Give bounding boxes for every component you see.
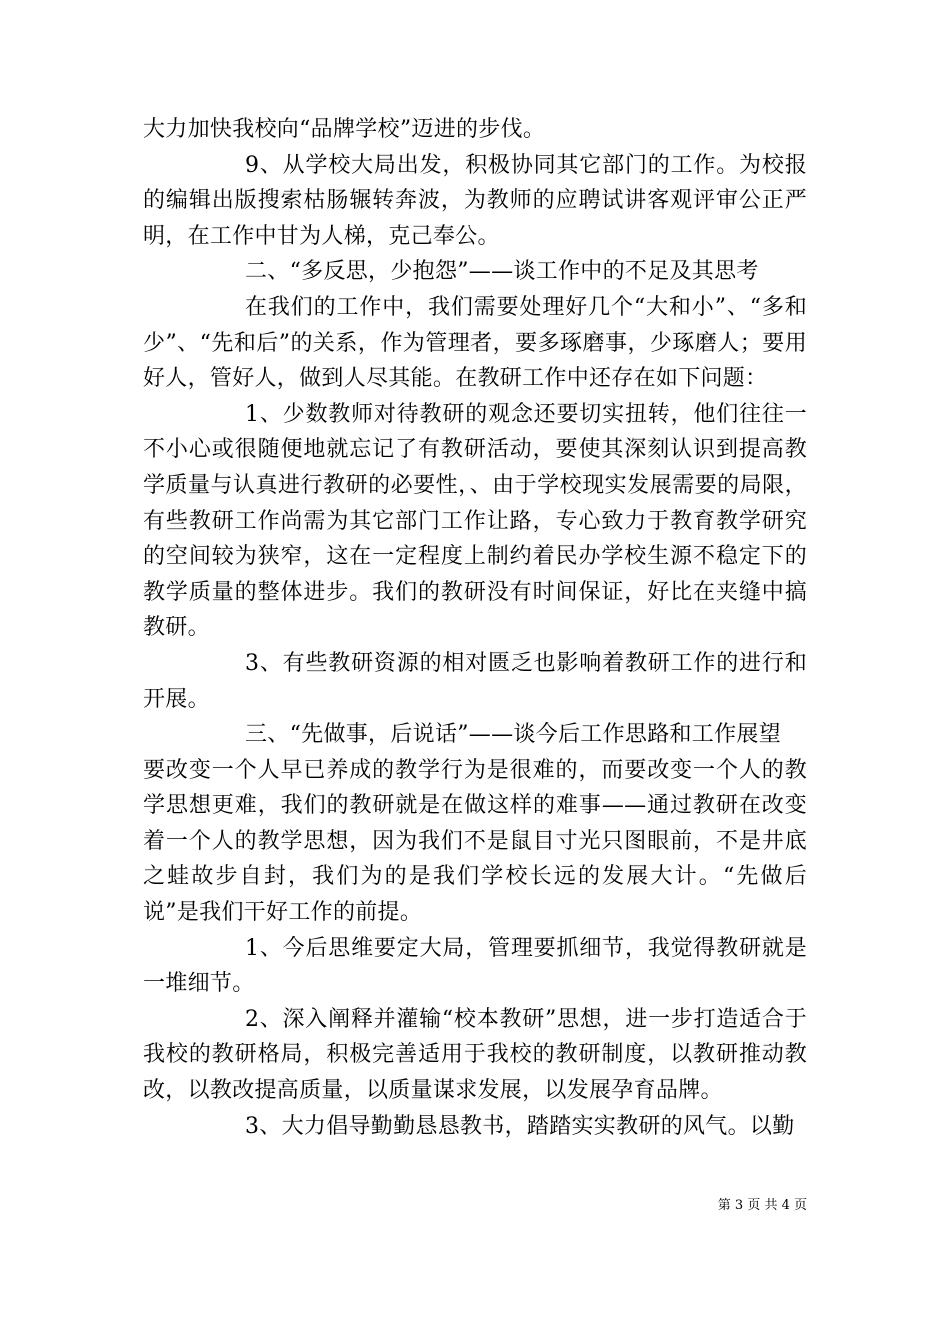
paragraph-4: 1、少数教师对待教研的观念还要切实扭转，他们往往一不小心或很随便地就忘记了有教研活动，要使其深刻认识到提高教学质量与认真进行教研的必要性，、由于学校现实发展需要的局限，有些教研工作尚需为其它部门工作让路，专心致力于教育教学研究的空间较为狭窄，这在一定程度上制约着民办学校生源不稳定下的教学质量的整体进步。我们的教研没有时间保证，好比在夹缝中搞教研。 xyxy=(143,401,807,641)
paragraph-3: 在我们的工作中，我们需要处理好几个“大和小”、“多和少”、“先和后”的关系，作为管理者，要多琢磨事，少琢磨人；要用好人，管好人，做到人尽其能。在教研工作中还存在如下问题： xyxy=(143,294,807,392)
paragraph-6: 要改变一个人早已养成的教学行为是很难的，而要改变一个人的教学思想更难，我们的教研就是在做这样的难事——通过教研在改变着一个人的教学思想，因为我们不是鼠目寸光只图眼前，不是井底之蛙故步自封，我们为的是我们学校长远的发展大计。“先做后说”是我们干好工作的前提。 xyxy=(143,757,807,926)
paragraph-2: 9、从学校大局出发，积极协同其它部门的工作。为校报的编辑出版搜索枯肠辗转奔波，为教师的应聘试讲客观评审公正严明，在工作中甘为人梯，克己奉公。 xyxy=(143,152,807,249)
section-heading-3: 三、“先做事，后说话”——谈今后工作思路和工作展望 xyxy=(245,722,781,748)
paragraph-9: 3、大力倡导勤勤恳恳教书，踏踏实实教研的风气。以勤 xyxy=(245,1113,795,1139)
paragraph-7: 1、今后思维要定大局，管理要抓细节，我觉得教研就是一堆细节。 xyxy=(143,935,807,997)
paragraph-1: 大力加快我校向“品牌学校”迈进的步伐。 xyxy=(143,117,546,142)
document-body xyxy=(143,112,807,1144)
paragraph-5: 3、有些教研资源的相对匮乏也影响着教研工作的进行和开展。 xyxy=(143,650,807,712)
page-number: 第 3 页 共 4 页 xyxy=(717,1198,807,1213)
section-heading-2: 二、“多反思，少抱怨”——谈工作中的不足及其思考 xyxy=(245,259,759,285)
paragraph-8: 2、深入阐释并灌输“校本教研”思想，进一步打造适合于我校的教研格局，积极完善适用于我校的教研制度，以教研推动教改，以教改提高质量，以质量谋求发展，以发展孕育品牌。 xyxy=(143,1006,807,1104)
